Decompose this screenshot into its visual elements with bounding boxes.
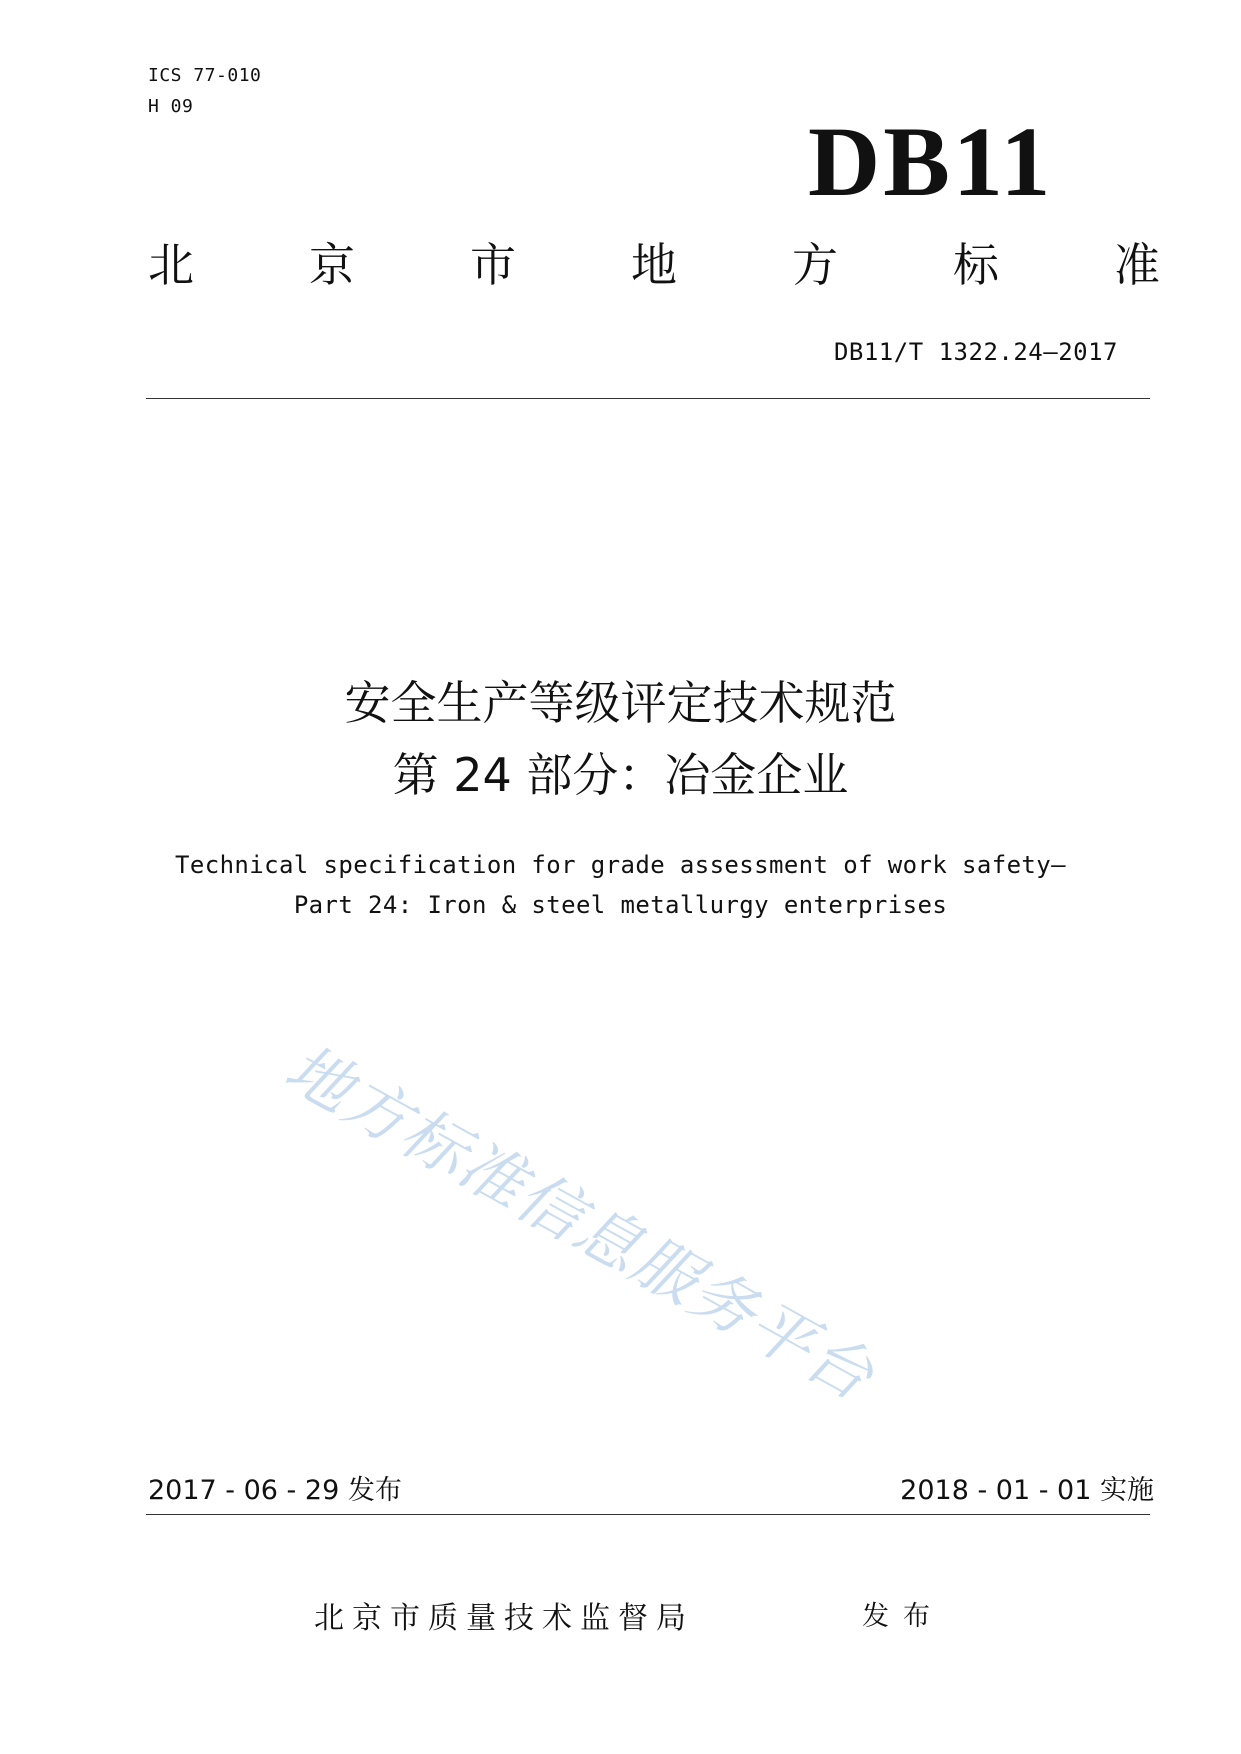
standard-type-char: 市 [470, 238, 516, 292]
title-en-line2: Part 24: Iron & steel metallurgy enterprises [293, 891, 948, 919]
title-en-line1: Technical specification for grade assessment of work safety— [175, 851, 1066, 879]
issuing-authority: 北京市质量技术监督局 [314, 1601, 694, 1636]
publish-date: 2017 - 06 - 29 发布 [148, 1475, 402, 1506]
top-divider [146, 398, 1150, 399]
db11-logo: DB11 [808, 106, 1054, 217]
standard-type-char: 准 [1114, 238, 1160, 292]
standard-type-title [148, 238, 1160, 292]
watermark-text: 地方标准信息服务平台 [272, 1031, 886, 1416]
title-cn-line2: 第 24 部分：冶金企业 [392, 748, 849, 802]
classification-code: H 09 [148, 96, 194, 117]
standard-type-char: 方 [792, 238, 838, 292]
implement-date: 2018 - 01 - 01 实施 [900, 1475, 1154, 1506]
standard-type-char: 京 [309, 238, 355, 292]
standard-type-char: 北 [148, 238, 194, 292]
ics-code: ICS 77-010 [148, 65, 262, 86]
standard-type-char: 标 [953, 238, 999, 292]
standard-number: DB11/T 1322.24—2017 [833, 338, 1118, 366]
title-cn-line1: 安全生产等级评定技术规范 [344, 676, 897, 730]
standard-type-char: 地 [631, 238, 677, 292]
issue-label: 发布 [862, 1601, 944, 1632]
bottom-divider [146, 1514, 1150, 1515]
